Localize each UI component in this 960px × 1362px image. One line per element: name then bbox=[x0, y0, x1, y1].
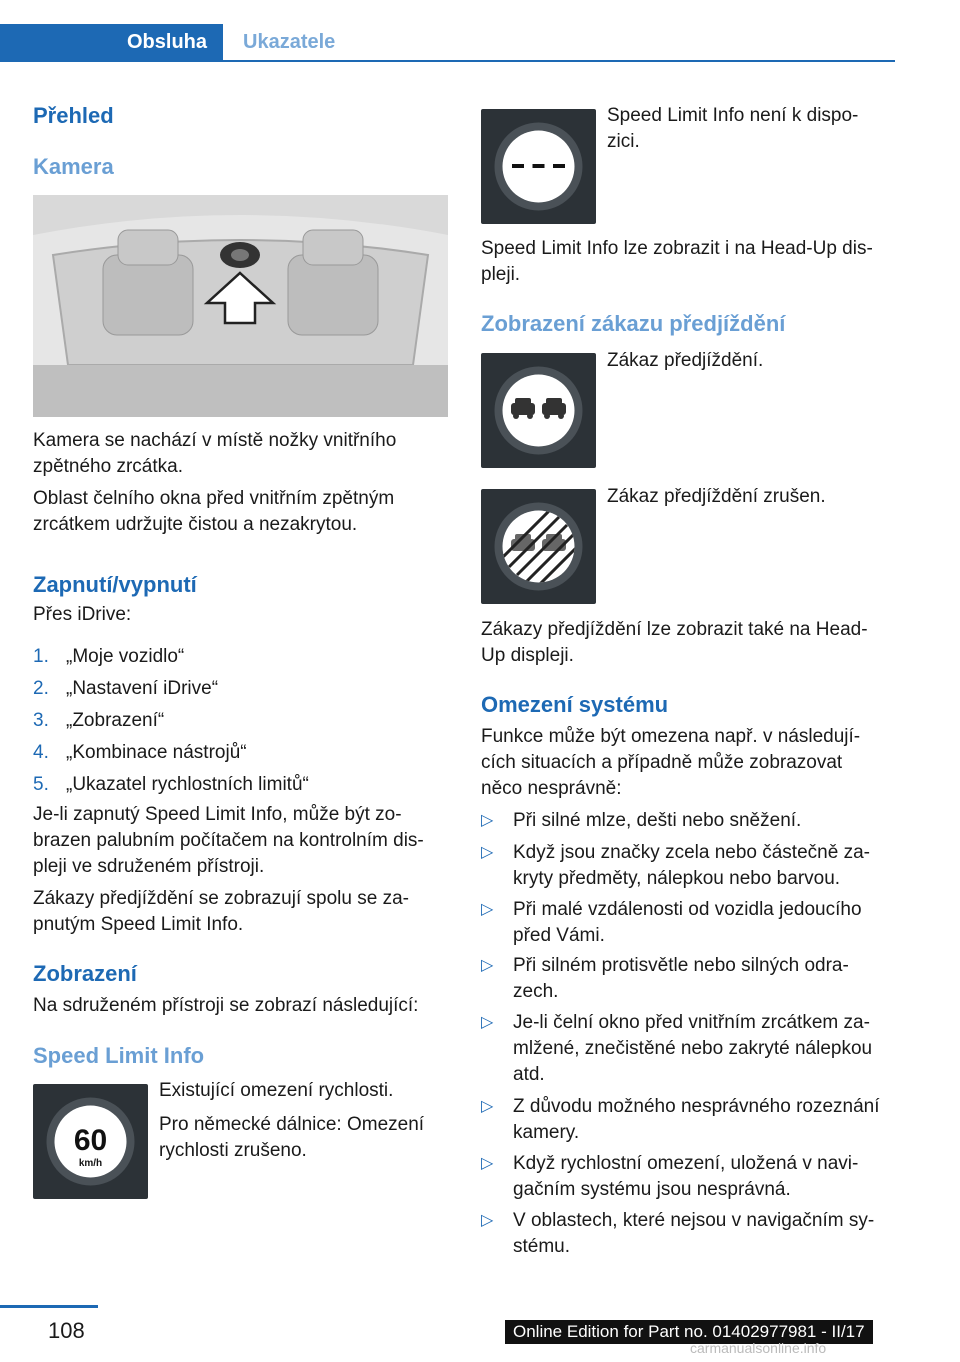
heading-speed-limit-info: Speed Limit Info bbox=[33, 1043, 205, 1068]
bullet-triangle-icon: ▷ bbox=[481, 901, 494, 918]
text-windshield-1: Oblast čelního okna před vnitřním zpětným bbox=[33, 488, 395, 509]
text-headup-1: Speed Limit Info lze zobrazit i na Head-Up dis- bbox=[481, 238, 873, 259]
bullet-text: Z důvodu možného nesprávného rozeznání bbox=[513, 1096, 880, 1117]
step-text: „Zobrazení“ bbox=[66, 710, 165, 731]
heading-omezeni: Omezení systému bbox=[481, 692, 669, 717]
tab-ukazatele[interactable]: Ukazatele bbox=[243, 30, 336, 53]
tab-obsluha[interactable]: Obsluha bbox=[0, 24, 223, 60]
text-zakazy-headup-2: Up displeji. bbox=[481, 645, 574, 666]
text-headup-2: pleji. bbox=[481, 264, 521, 285]
watermark: carmanualsonline.info bbox=[690, 1340, 827, 1356]
bullet-text: kamery. bbox=[513, 1122, 580, 1143]
text-zakazy-headup-1: Zákazy předjíždění lze zobrazit také na Head- bbox=[481, 619, 868, 640]
bullet-text: mlžené, znečistěné nebo zakryté nálepkou bbox=[513, 1038, 873, 1059]
bullet-triangle-icon: ▷ bbox=[481, 1212, 494, 1229]
camera-location-image bbox=[33, 195, 448, 417]
no-overtaking-icon bbox=[481, 353, 596, 468]
bullet-text: gačním systému jsou nesprávná. bbox=[513, 1179, 791, 1200]
bullet-triangle-icon: ▷ bbox=[481, 957, 494, 974]
step-number: 1. bbox=[33, 646, 49, 667]
heading-prehled: Přehled bbox=[33, 103, 114, 128]
bullet-triangle-icon: ▷ bbox=[481, 1014, 494, 1031]
text-zakazy-1: Zákazy předjíždění se zobrazují spolu se za- bbox=[33, 888, 409, 909]
heading-zobrazeni: Zobrazení bbox=[33, 961, 137, 986]
text-zapnut-1: Je-li zapnutý Speed Limit Info, může být zo- bbox=[33, 804, 402, 825]
text-unavailable-1: Speed Limit Info není k dispo- bbox=[607, 105, 859, 126]
text-windshield-2: zrcátkem udržujte čistou a nezakrytou. bbox=[33, 514, 358, 535]
header-rule bbox=[0, 60, 895, 62]
text-speed-de-1: Pro německé dálnice: Omezení bbox=[159, 1114, 425, 1135]
heading-zakaz-predjizdeni: Zobrazení zákazu předjíždění bbox=[481, 311, 786, 336]
bullet-text: stému. bbox=[513, 1236, 571, 1257]
text-unavailable-2: zici. bbox=[607, 131, 640, 152]
bullet-text: Při malé vzdálenosti od vozidla jedoucího bbox=[513, 899, 862, 920]
bullet-triangle-icon: ▷ bbox=[481, 844, 494, 861]
text-zapnut-2: brazen palubním počítačem na kontrolním dis- bbox=[33, 830, 424, 851]
sign-kmh-label: km/h bbox=[78, 1158, 103, 1169]
text-speed-existing: Existující omezení rychlosti. bbox=[159, 1080, 394, 1101]
bullet-text: před Vámi. bbox=[513, 925, 605, 946]
text-zakazy-2: pnutým Speed Limit Info. bbox=[33, 914, 244, 935]
bullet-text: atd. bbox=[513, 1064, 545, 1085]
speed-limit-60-icon bbox=[33, 1084, 148, 1199]
step-text: „Kombinace nástrojů“ bbox=[66, 742, 247, 763]
heading-zapnuti: Zapnutí/vypnutí bbox=[33, 572, 197, 597]
text-omezeni-1: Funkce může být omezena např. v následují- bbox=[481, 726, 861, 747]
step-text: „Ukazatel rychlostních limitů“ bbox=[66, 774, 309, 795]
text-camera-location-1: Kamera se nachází v místě nožky vnitřního bbox=[33, 430, 397, 451]
heading-kamera: Kamera bbox=[33, 154, 114, 179]
bullet-text: zech. bbox=[513, 981, 559, 1002]
car-interior-illustration bbox=[33, 195, 448, 417]
step-number: 2. bbox=[33, 678, 49, 699]
speed-limit-unavailable-icon bbox=[481, 109, 596, 224]
text-idrive: Přes iDrive: bbox=[33, 604, 132, 625]
bullet-triangle-icon: ▷ bbox=[481, 812, 494, 829]
step-text: „Nastavení iDrive“ bbox=[66, 678, 219, 699]
text-no-overtaking: Zákaz předjíždění. bbox=[607, 350, 764, 371]
bullet-triangle-icon: ▷ bbox=[481, 1155, 494, 1172]
text-speed-de-2: rychlosti zrušeno. bbox=[159, 1140, 307, 1161]
no-overtaking-ended-icon bbox=[481, 489, 596, 604]
page-number: 108 bbox=[48, 1318, 85, 1343]
chapter-tabs bbox=[0, 24, 895, 62]
bullet-text: Při silné mlze, dešti nebo sněžení. bbox=[513, 810, 802, 831]
footer-rule bbox=[0, 1305, 98, 1308]
step-text: „Moje vozidlo“ bbox=[66, 646, 185, 667]
bullet-text: Je-li čelní okno před vnitřním zrcátkem za- bbox=[513, 1012, 870, 1033]
text-omezeni-3: něco nesprávně: bbox=[481, 778, 622, 799]
text-omezeni-2: cích situacích a případně může zobrazovat bbox=[481, 752, 843, 773]
bullet-text: kryty předměty, nálepkou nebo barvou. bbox=[513, 868, 841, 889]
bullet-text: Když jsou značky zcela nebo částečně za- bbox=[513, 842, 870, 863]
text-zobrazeni: Na sdruženém přístroji se zobrazí následující: bbox=[33, 995, 419, 1016]
bullet-text: Když rychlostní omezení, uložená v navi- bbox=[513, 1153, 859, 1174]
sign-60-label: 60 bbox=[73, 1124, 108, 1157]
step-number: 4. bbox=[33, 742, 49, 763]
step-number: 3. bbox=[33, 710, 49, 731]
bullet-text: Při silném protisvětle nebo silných odra- bbox=[513, 955, 849, 976]
bullet-triangle-icon: ▷ bbox=[481, 1098, 494, 1115]
text-no-overtaking-ended: Zákaz předjíždění zrušen. bbox=[607, 486, 826, 507]
edition-label: Online Edition for Part no. 01402977981 - II/17 bbox=[505, 1320, 873, 1344]
text-zapnut-3: pleji ve sdruženém přístroji. bbox=[33, 856, 265, 877]
step-number: 5. bbox=[33, 774, 49, 795]
bullet-text: V oblastech, které nejsou v navigačním sy- bbox=[513, 1210, 875, 1231]
text-camera-location-2: zpětného zrcátka. bbox=[33, 456, 183, 477]
